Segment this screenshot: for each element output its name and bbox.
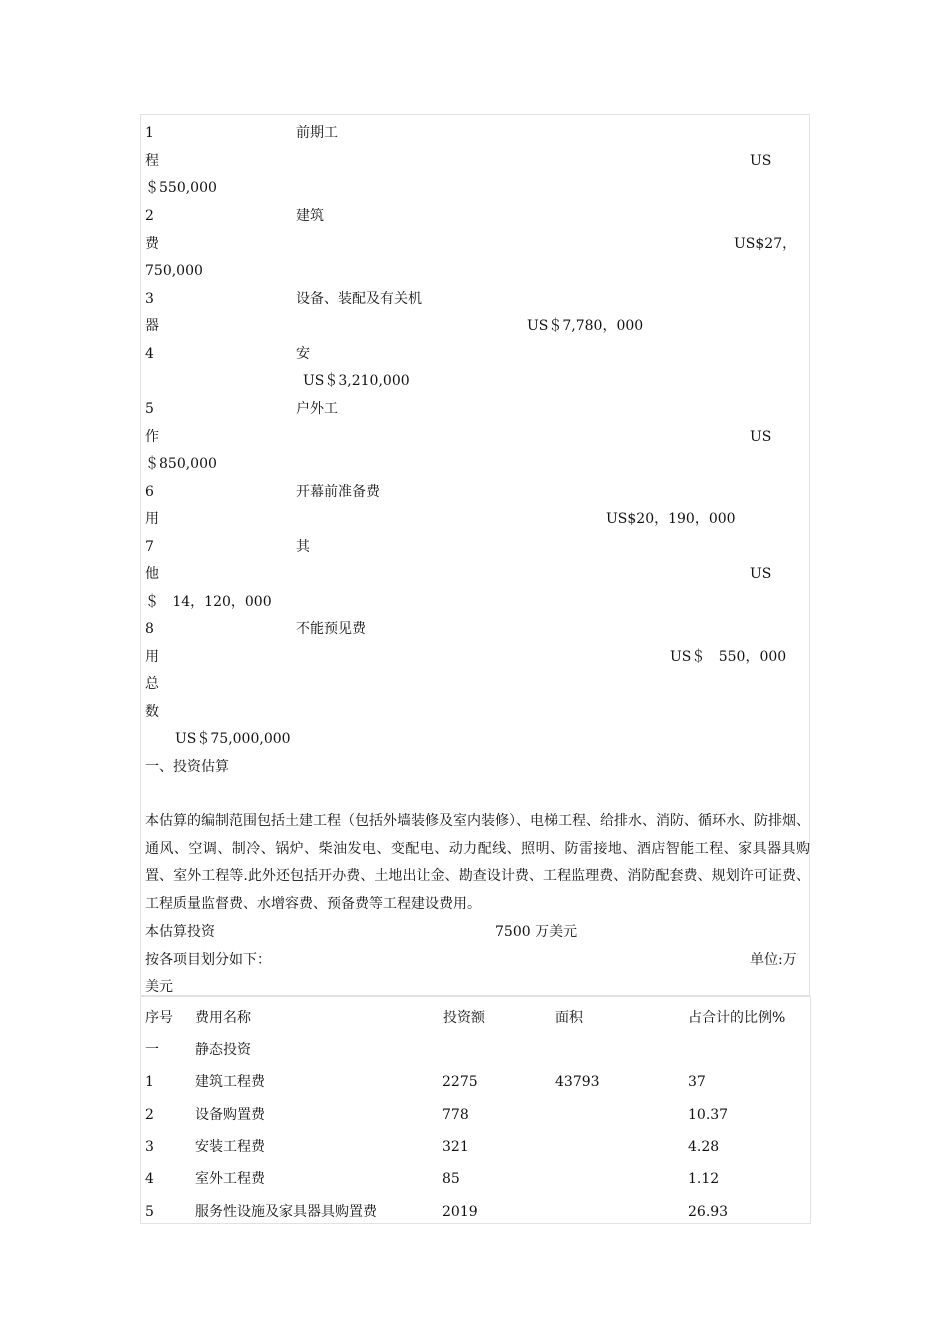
list-item-number: 8 [145,621,154,637]
table-cell: 37 [688,1074,706,1090]
list-item-number: 3 [145,291,154,307]
table-cell: 静态投资 [195,1042,251,1058]
list-item-amount: US$20，190，000 [606,511,736,527]
list-item-amount: US [750,153,772,169]
total-label: 总 [145,676,159,692]
invest-label: 本估算投资 [145,924,215,940]
list-item-amount: US$27， [734,236,797,252]
list-item-amount: US＄ 550，000 [670,649,787,665]
table-cell: 85 [442,1171,460,1187]
table-cell: 室外工程费 [195,1171,265,1187]
table-cell: 3 [145,1139,154,1155]
split-label: 按各项目划分如下： [145,952,271,968]
list-item-amount: US [750,566,772,582]
table-cell: 服务性设施及家具器具购置费 [195,1204,377,1220]
list-item-name-wrap: 用 [145,511,159,527]
table-cell: 1 [145,1074,154,1090]
table-header-cell: 面积 [555,1010,583,1026]
table-header-cell: 序号 [145,1010,173,1026]
list-item-name-wrap: 用 [145,649,159,665]
list-item-name-wrap: 他 [145,566,159,582]
table-cell: 设备购置费 [195,1107,265,1123]
list-item-name-wrap: 器 [145,318,159,334]
table-header-cell: 费用名称 [195,1010,251,1026]
total-label-wrap: 数 [145,704,159,720]
list-item-name: 户外工 [296,401,338,417]
table-cell: 778 [442,1107,469,1123]
table-header-cell: 占合计的比例% [688,1010,786,1026]
unit-label: 单位:万 [750,952,797,968]
list-item-number: 1 [145,125,154,141]
list-item-amount-wrap: ＄850,000 [145,456,217,472]
list-item-amount-wrap: ＄550,000 [145,180,217,196]
list-item-name: 不能预见费 [296,621,366,637]
list-item-amount: US＄3,210,000 [303,373,410,389]
table-cell: 建筑工程费 [195,1074,265,1090]
table-header-cell: 投资额 [443,1010,485,1026]
table-cell: 2 [145,1107,154,1123]
table-cell: 1.12 [688,1171,720,1187]
invest-value: 7500 万美元 [495,924,578,940]
list-item-name: 前期工 [296,125,338,141]
table-cell: 4 [145,1171,154,1187]
list-item-name: 建筑 [296,208,324,224]
table-cell: 安装工程费 [195,1139,265,1155]
table-cell: 5 [145,1204,154,1220]
list-item-name-wrap: 费 [145,236,159,252]
table-cell: 321 [442,1139,469,1155]
list-item-name-wrap: 程 [145,153,159,169]
scope-paragraph: 本估算的编制范围包括土建工程（包括外墙装修及室内装修）、电梯工程、给排水、消防、循环水、防排烟、通风、空调、制冷、锅炉、柴油发电、变配电、动力配线、照明、防雷接地、酒店智能工程、家具器具购置、室外工程等.此外还包括开办费、土地出让金、勘查设计费、工程监理费、消防配套费、规划许可证费、工程质量监督费、水增容费、预备费等工程建设费用。 [145,813,810,913]
table-cell: 10.37 [688,1107,729,1123]
list-item-amount: US＄7,780，000 [527,318,644,334]
list-item-name: 设备、装配及有关机 [296,291,422,307]
list-item-number: 7 [145,539,154,555]
list-item-number: 2 [145,208,154,224]
table-cell: 2019 [442,1204,478,1220]
list-item-name: 其 [296,539,310,555]
table-cell: 43793 [555,1074,600,1090]
list-item-amount-wrap: ＄ 14，120，000 [145,594,272,610]
list-item-amount: US [750,429,772,445]
list-item-name: 安 [296,346,310,362]
list-item-name: 开幕前准备费 [296,484,380,500]
list-item-name-wrap: 作 [145,429,159,445]
total-amount: US＄75,000,000 [175,731,291,747]
list-item-number: 6 [145,484,154,500]
table-cell: 26.93 [688,1204,729,1220]
section-heading: 一、投资估算 [145,759,229,775]
list-item-amount-wrap: 750,000 [145,263,203,279]
table-cell: 4.28 [688,1139,720,1155]
table-cell: 2275 [442,1074,478,1090]
unit-label-wrap: 美元 [145,979,173,995]
table-cell: 一 [145,1042,159,1058]
list-item-number: 5 [145,401,154,417]
list-item-number: 4 [145,346,154,362]
